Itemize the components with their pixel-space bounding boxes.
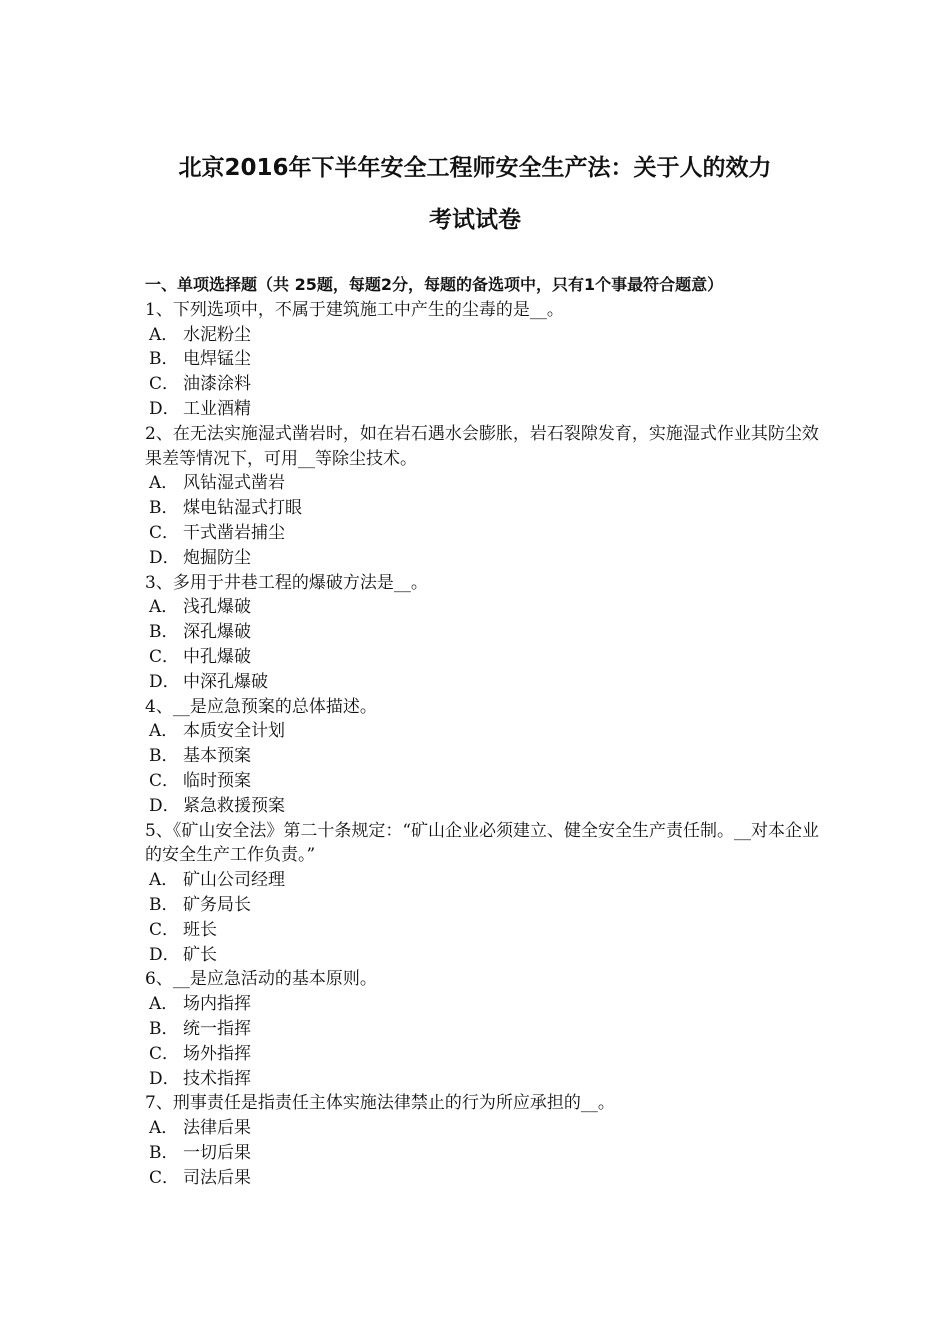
option-text: 统一指挥 xyxy=(183,1018,251,1039)
option-text: 中深孔爆破 xyxy=(183,671,268,692)
option-text: 炮掘防尘 xyxy=(183,547,251,568)
option-row xyxy=(145,719,820,744)
option-row xyxy=(145,1042,820,1067)
question-stem: 6、__是应急活动的基本原则。 xyxy=(145,969,377,990)
option-text: 矿山公司经理 xyxy=(183,870,285,891)
option-row xyxy=(145,347,820,372)
option-row xyxy=(145,496,820,521)
option-row xyxy=(145,1017,820,1042)
option-label: B． xyxy=(149,1142,179,1163)
option-row xyxy=(145,546,820,571)
option-text: 浅孔爆破 xyxy=(183,597,251,618)
option-row xyxy=(145,397,820,422)
question-list xyxy=(145,298,820,1191)
option-row xyxy=(145,595,820,620)
option-text: 一切后果 xyxy=(183,1142,251,1163)
option-label: A． xyxy=(149,870,179,891)
option-text: 技术指挥 xyxy=(183,1068,251,1089)
option-row xyxy=(145,323,820,348)
question-6 xyxy=(145,967,820,1091)
option-label: D． xyxy=(149,795,180,816)
option-text: 中孔爆破 xyxy=(183,646,251,667)
option-row xyxy=(145,1141,820,1166)
section-heading: 一、单项选择题（共 25题，每题2分，每题的备选项中，只有1个事最符合题意） xyxy=(145,275,724,294)
option-label: B． xyxy=(149,746,179,767)
option-row xyxy=(145,918,820,943)
option-text: 临时预案 xyxy=(183,770,251,791)
option-text: 班长 xyxy=(183,919,217,940)
option-label: B． xyxy=(149,894,179,915)
option-label: C． xyxy=(149,770,180,791)
option-text: 矿务局长 xyxy=(183,894,251,915)
option-row xyxy=(145,769,820,794)
option-label: A． xyxy=(149,994,179,1015)
option-label: A． xyxy=(149,597,179,618)
question-5 xyxy=(145,819,820,968)
option-label: C． xyxy=(149,522,180,543)
option-label: A． xyxy=(149,1118,179,1139)
option-label: D． xyxy=(149,1068,180,1089)
option-row xyxy=(145,471,820,496)
option-text: 矿长 xyxy=(183,944,217,965)
option-label: C． xyxy=(149,374,180,395)
option-row xyxy=(145,868,820,893)
option-row xyxy=(145,1166,820,1191)
option-text: 油漆涂料 xyxy=(183,374,251,395)
option-label: D． xyxy=(149,398,180,419)
question-stem: 1、下列选项中，不属于建筑施工中产生的尘毒的是__。 xyxy=(145,299,564,320)
option-label: D． xyxy=(149,944,180,965)
question-4 xyxy=(145,695,820,819)
option-label: B． xyxy=(149,622,179,643)
option-text: 干式凿岩捕尘 xyxy=(183,522,285,543)
option-text: 紧急救援预案 xyxy=(183,795,285,816)
question-stem: 7、刑事责任是指责任主体实施法律禁止的行为所应承担的__。 xyxy=(145,1093,615,1114)
exam-content xyxy=(145,273,820,1190)
option-text: 深孔爆破 xyxy=(183,622,251,643)
option-label: A． xyxy=(149,324,179,345)
option-row xyxy=(145,992,820,1017)
option-row xyxy=(145,1067,820,1092)
option-label: D． xyxy=(149,547,180,568)
option-label: D． xyxy=(149,671,180,692)
option-text: 水泥粉尘 xyxy=(183,324,251,345)
question-stem: 3、多用于井巷工程的爆破方法是__。 xyxy=(145,572,428,593)
question-3 xyxy=(145,571,820,695)
option-text: 场内指挥 xyxy=(183,994,251,1015)
option-text: 工业酒精 xyxy=(183,398,251,419)
option-text: 电焊锰尘 xyxy=(183,349,251,370)
question-7 xyxy=(145,1091,820,1190)
option-row xyxy=(145,794,820,819)
option-label: A． xyxy=(149,473,179,494)
option-label: B． xyxy=(149,1018,179,1039)
option-label: B． xyxy=(149,498,179,519)
option-text: 司法后果 xyxy=(183,1167,251,1188)
question-stem: 4、__是应急预案的总体描述。 xyxy=(145,696,377,717)
option-text: 煤电钻湿式打眼 xyxy=(183,498,302,519)
option-label: A． xyxy=(149,721,179,742)
question-2 xyxy=(145,422,820,571)
option-row xyxy=(145,893,820,918)
question-stem: 5、《矿山安全法》第二十条规定：“矿山企业必须建立、健全安全生产责任制。__对本企业的安全生产工作负责。” xyxy=(145,820,820,866)
option-text: 风钻湿式凿岩 xyxy=(183,473,285,494)
option-row xyxy=(145,1116,820,1141)
option-label: C． xyxy=(149,919,180,940)
option-text: 场外指挥 xyxy=(183,1043,251,1064)
option-row xyxy=(145,521,820,546)
option-row xyxy=(145,744,820,769)
document-title-line-1: 北京2016年下半年安全工程师安全生产法：关于人的效力 xyxy=(178,155,772,181)
option-label: B． xyxy=(149,349,179,370)
question-stem: 2、在无法实施湿式凿岩时，如在岩石遇水会膨胀，岩石裂隙发育，实施湿式作业其防尘效果差等情况下，可用__等除尘技术。 xyxy=(145,423,819,469)
option-row xyxy=(145,645,820,670)
document-title-line-2: 考试试卷 xyxy=(429,207,521,233)
option-label: C． xyxy=(149,1043,180,1064)
option-row xyxy=(145,670,820,695)
option-row xyxy=(145,620,820,645)
option-label: C． xyxy=(149,646,180,667)
option-row xyxy=(145,943,820,968)
option-row xyxy=(145,372,820,397)
option-text: 基本预案 xyxy=(183,746,251,767)
question-1 xyxy=(145,298,820,422)
option-text: 法律后果 xyxy=(183,1118,251,1139)
option-label: C． xyxy=(149,1167,180,1188)
option-text: 本质安全计划 xyxy=(183,721,285,742)
